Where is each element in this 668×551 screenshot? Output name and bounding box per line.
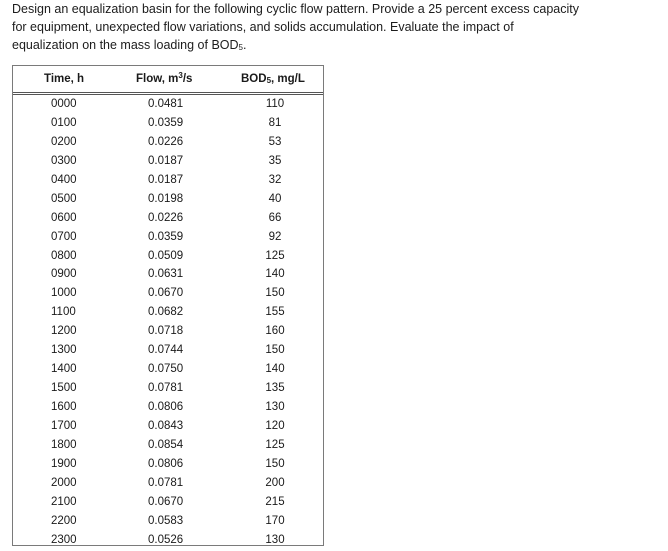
table-row	[13, 134, 323, 153]
flow-cell: 0.0187	[148, 173, 184, 186]
header-bod-text: BOD	[241, 73, 267, 85]
problem-line-1: Design an equalization basin for the following cyclic flow pattern. Provide a 25 percent excess capacity	[12, 2, 579, 16]
problem-line-3-text: equalization on the mass loading of BOD	[12, 38, 239, 52]
bod-cell: 92	[268, 230, 282, 243]
flow-cell: 0.0781	[148, 382, 184, 395]
problem-line-3	[12, 36, 662, 54]
flow-cell: 0.0509	[148, 249, 184, 262]
table-row	[13, 399, 323, 418]
bod-cell: 130	[265, 401, 285, 413]
time-cell: 0000	[51, 98, 77, 110]
bod-cell: 110	[265, 98, 285, 110]
flow-cell: 0.0682	[148, 306, 184, 319]
flow-cell: 0.0359	[148, 230, 184, 243]
time-cell: 1300	[51, 344, 77, 357]
flow-cell: 0.0583	[148, 514, 184, 527]
time-cell: 1500	[51, 382, 77, 395]
table-body	[13, 96, 323, 551]
table-row	[13, 361, 323, 380]
bod-cell: 130	[265, 533, 285, 546]
bod-cell: 35	[268, 154, 282, 167]
header-flow-text: Flow, m	[136, 73, 179, 85]
time-cell: 2200	[51, 514, 77, 527]
table-row	[13, 323, 323, 342]
table-row	[13, 266, 323, 285]
time-cell: 1800	[51, 438, 77, 451]
bod-cell: 200	[265, 476, 285, 489]
flow-cell: 0.0670	[148, 287, 184, 300]
time-cell: 0400	[51, 173, 77, 186]
header-time: Time, h	[44, 73, 85, 85]
time-cell: 0200	[51, 135, 77, 148]
table-row	[13, 456, 323, 475]
flow-cell: 0.0750	[148, 363, 184, 376]
time-cell: 0500	[51, 192, 77, 205]
bod-cell: 140	[265, 268, 285, 281]
time-cell: 1200	[51, 325, 77, 338]
bod-cell: 140	[265, 363, 285, 376]
time-cell: 0100	[51, 116, 77, 129]
bod-cell: 215	[265, 495, 285, 508]
problem-line-2: for equipment, unexpected flow variations, and solids accumulation. Evaluate the impact of	[12, 20, 514, 34]
table-row	[13, 153, 323, 172]
bod-cell: 120	[265, 419, 285, 432]
table-row	[13, 96, 323, 115]
bod-cell: 81	[268, 116, 282, 129]
flow-cell: 0.0226	[148, 211, 184, 224]
flow-cell: 0.0198	[148, 192, 184, 205]
bod-cell: 150	[265, 344, 285, 357]
table-row	[13, 342, 323, 361]
bod-cell: 160	[265, 325, 285, 338]
flow-cell: 0.0843	[148, 419, 184, 432]
header-bod-sub: 5	[266, 76, 272, 85]
flow-cell: 0.0359	[148, 116, 184, 129]
flow-table	[12, 65, 324, 546]
flow-cell: 0.0744	[148, 344, 184, 357]
time-cell: 0700	[51, 230, 77, 243]
time-cell: 1700	[51, 419, 77, 432]
table-row	[13, 494, 323, 513]
time-cell: 0800	[51, 249, 77, 262]
table-row	[13, 475, 323, 494]
table-row	[13, 532, 323, 551]
flow-cell: 0.0806	[148, 401, 184, 413]
bod-cell: 40	[268, 192, 282, 205]
table-row	[13, 229, 323, 248]
bod-cell: 150	[265, 287, 285, 300]
time-cell: 1600	[51, 401, 77, 413]
problem-statement	[12, 0, 662, 54]
table-row	[13, 210, 323, 229]
header-bod	[241, 73, 305, 85]
flow-cell: 0.0718	[148, 325, 184, 338]
flow-cell: 0.0526	[148, 533, 184, 546]
flow-cell: 0.0187	[148, 154, 184, 167]
bod-cell: 155	[265, 306, 285, 319]
table-row	[13, 172, 323, 191]
bod-cell: 170	[265, 514, 285, 527]
flow-cell: 0.0806	[148, 457, 184, 470]
table-row	[13, 248, 323, 267]
flow-cell: 0.0670	[148, 495, 184, 508]
table-header	[13, 66, 323, 93]
flow-cell: 0.0854	[148, 438, 184, 451]
table-row	[13, 513, 323, 532]
table-row	[13, 304, 323, 323]
bod-cell: 135	[265, 382, 285, 395]
time-cell: 1400	[51, 363, 77, 376]
table-row	[13, 285, 323, 304]
header-flow-sup: 3	[178, 71, 183, 80]
time-cell: 1900	[51, 457, 77, 470]
time-cell: 0300	[51, 154, 77, 167]
flow-cell: 0.0781	[148, 476, 184, 489]
header-flow	[136, 73, 192, 85]
flow-cell: 0.0631	[148, 268, 184, 281]
header-flow-unit: /s	[182, 73, 193, 85]
bod-cell: 32	[268, 173, 282, 186]
table-row	[13, 380, 323, 399]
time-cell: 2300	[51, 533, 77, 546]
bod-cell: 150	[265, 457, 285, 470]
bod-cell: 66	[268, 211, 282, 224]
bod-cell: 125	[265, 249, 285, 262]
time-cell: 2100	[51, 495, 77, 508]
problem-line-3-end: .	[242, 38, 247, 52]
time-cell: 2000	[51, 476, 77, 489]
bod-cell: 53	[268, 135, 282, 148]
time-cell: 0600	[51, 211, 77, 224]
table-row	[13, 115, 323, 134]
table-row	[13, 437, 323, 456]
bod-cell: 125	[265, 438, 285, 451]
time-cell: 0900	[51, 268, 77, 281]
time-cell: 1100	[51, 306, 76, 319]
flow-cell: 0.0481	[148, 98, 184, 110]
flow-cell: 0.0226	[148, 135, 184, 148]
table-row	[13, 191, 323, 210]
header-bod-unit: , mg/L	[271, 73, 305, 85]
table-row	[13, 418, 323, 437]
time-cell: 1000	[51, 287, 77, 300]
bod-subscript: 5	[238, 43, 243, 52]
